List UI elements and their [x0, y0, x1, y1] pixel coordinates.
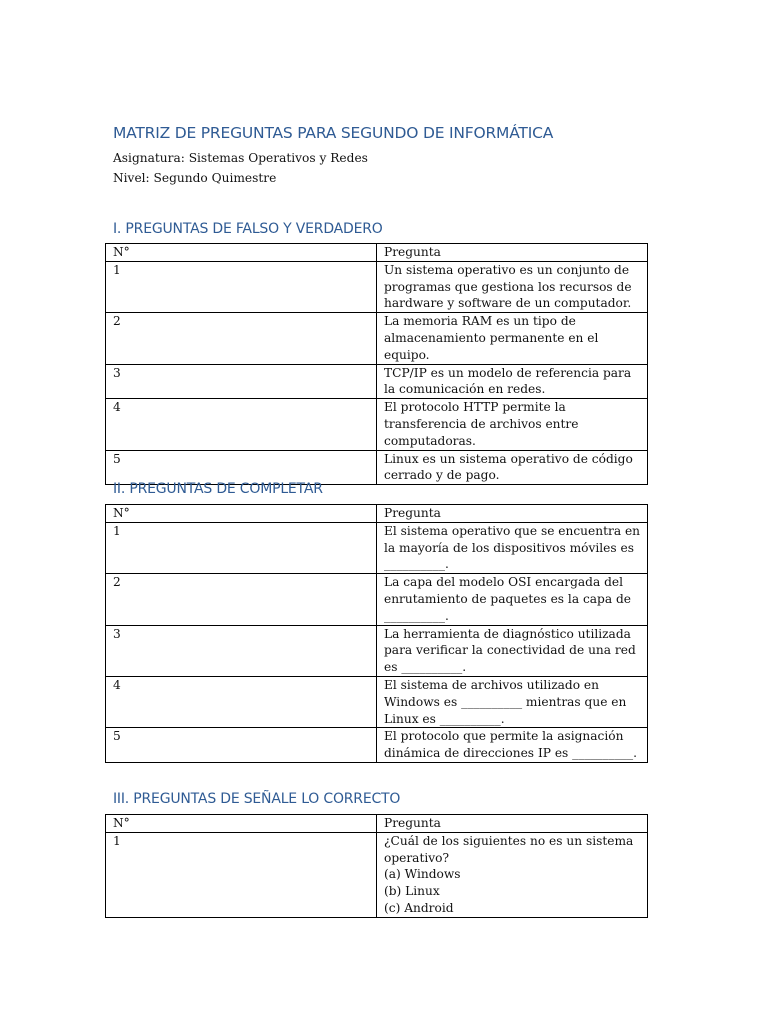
- table-row: [106, 399, 648, 450]
- row-num: 2: [106, 574, 377, 625]
- option-c: (c) Android: [384, 900, 454, 915]
- table-header-row: [106, 815, 648, 833]
- row-question: Linux es un sistema operativo de código cerrado y de pago.: [377, 450, 648, 485]
- row-num: 1: [106, 832, 377, 917]
- row-num: 1: [106, 261, 377, 312]
- table-row: [106, 832, 648, 917]
- section-3-heading: III. PREGUNTAS DE SEÑALE LO CORRECTO: [113, 791, 401, 807]
- section-3-table: [105, 814, 648, 918]
- row-num: 3: [106, 364, 377, 399]
- row-num: 5: [106, 450, 377, 485]
- table-row: [106, 261, 648, 312]
- section-1-heading: I. PREGUNTAS DE FALSO Y VERDADERO: [113, 221, 383, 237]
- header-num: N°: [106, 815, 377, 833]
- table-row: [106, 313, 648, 364]
- row-question: La herramienta de diagnóstico utilizada para verificar la conectividad de una red es __________.: [377, 625, 648, 676]
- table-row: [106, 574, 648, 625]
- table-header-row: [106, 505, 648, 523]
- section-2-heading: II. PREGUNTAS DE COMPLETAR: [113, 481, 323, 497]
- table-header-row: [106, 244, 648, 262]
- row-question: TCP/IP es un modelo de referencia para la comunicación en redes.: [377, 364, 648, 399]
- header-question: Pregunta: [377, 815, 648, 833]
- section-1-table: [105, 243, 648, 485]
- level-line: Nivel: Segundo Quimestre: [113, 171, 277, 185]
- row-num: 2: [106, 313, 377, 364]
- row-question-cell: [377, 832, 648, 917]
- option-b: (b) Linux: [384, 884, 440, 899]
- row-question: El protocolo que permite la asignación dinámica de direcciones IP es __________.: [377, 728, 648, 763]
- table-row: [106, 364, 648, 399]
- table-row: [106, 676, 648, 727]
- header-num: N°: [106, 244, 377, 262]
- document-title: MATRIZ DE PREGUNTAS PARA SEGUNDO DE INFORMÁTICA: [113, 124, 554, 142]
- header-question: Pregunta: [377, 505, 648, 523]
- table-row: [106, 625, 648, 676]
- row-question: El protocolo HTTP permite la transferencia de archivos entre computadoras.: [377, 399, 648, 450]
- row-num: 5: [106, 728, 377, 763]
- section-2-table: [105, 504, 648, 763]
- table-row: [106, 450, 648, 485]
- row-question: Un sistema operativo es un conjunto de programas que gestiona los recursos de hardware y software de un computador.: [377, 261, 648, 312]
- row-question: La memoria RAM es un tipo de almacenamiento permanente en el equipo.: [377, 313, 648, 364]
- row-question: El sistema operativo que se encuentra en la mayoría de los dispositivos móviles es __________.: [377, 522, 648, 573]
- header-num: N°: [106, 505, 377, 523]
- subject-line: Asignatura: Sistemas Operativos y Redes: [113, 151, 368, 165]
- row-num: 4: [106, 399, 377, 450]
- option-a: (a) Windows: [384, 867, 461, 882]
- row-num: 4: [106, 676, 377, 727]
- header-question: Pregunta: [377, 244, 648, 262]
- row-question: La capa del modelo OSI encargada del enrutamiento de paquetes es la capa de __________.: [377, 574, 648, 625]
- row-num: 3: [106, 625, 377, 676]
- row-question: El sistema de archivos utilizado en Windows es __________ mientras que en Linux es __________.: [377, 676, 648, 727]
- row-num: 1: [106, 522, 377, 573]
- row-question: ¿Cuál de los siguientes no es un sistema operativo?: [384, 833, 634, 865]
- table-row: [106, 522, 648, 573]
- table-row: [106, 728, 648, 763]
